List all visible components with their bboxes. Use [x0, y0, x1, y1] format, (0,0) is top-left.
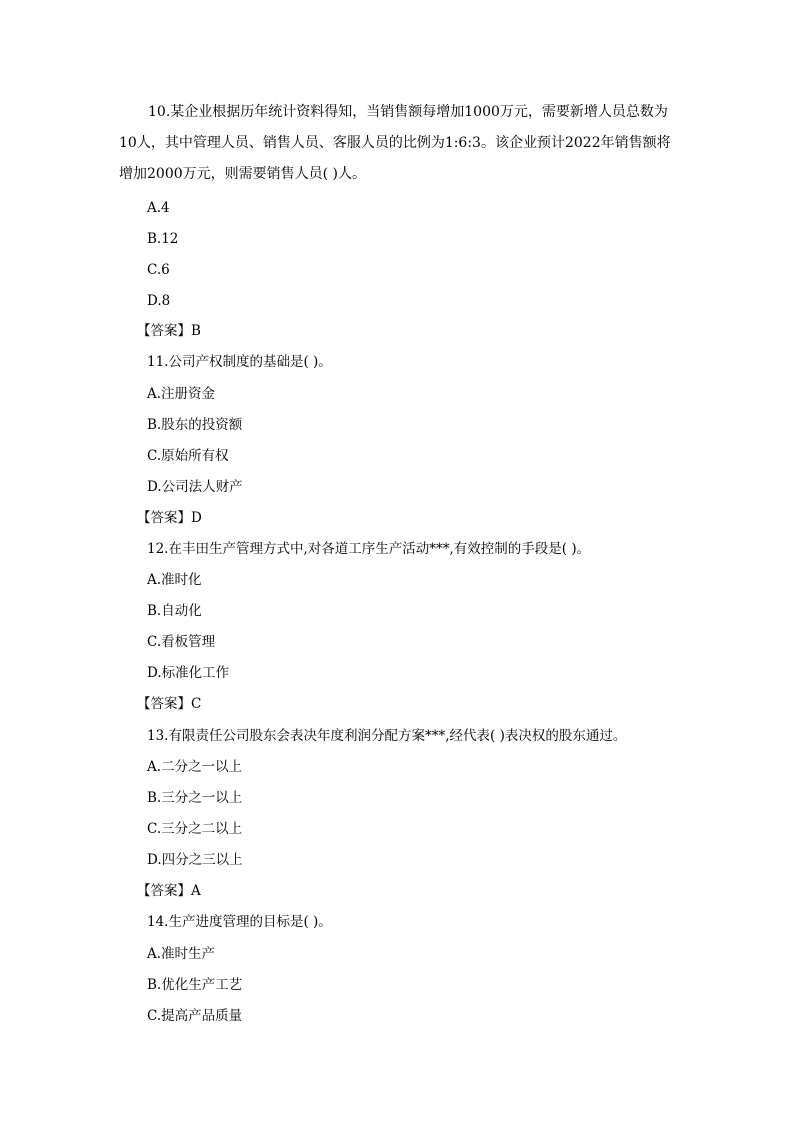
question-12-option-b: B.自动化 — [147, 603, 202, 619]
question-10-option-c: C.6 — [147, 262, 170, 278]
question-11-option-d: D.公司法人财产 — [147, 479, 243, 495]
question-13-answer: 【答案】A — [137, 883, 201, 899]
question-14-option-c: C.提高产品质量 — [147, 1008, 243, 1024]
question-14-option-b: B.优化生产工艺 — [147, 977, 243, 993]
question-13-option-c: C.三分之二以上 — [147, 821, 243, 837]
question-12-option-d: D.标准化工作 — [147, 665, 230, 681]
question-13-stem: 13.有限责任公司股东会表决年度利润分配方案***,经代表( )表决权的股东通过。 — [147, 728, 627, 744]
question-11-option-b: B.股东的投资额 — [147, 417, 243, 433]
question-12-option-c: C.看板管理 — [147, 634, 216, 650]
question-10-line-1: 10.某企业根据历年统计资料得知，当销售额每增加1000万元，需要新增人员总数为 — [148, 104, 668, 120]
question-11-stem: 11.公司产权制度的基础是( )。 — [147, 354, 332, 370]
question-10-answer: 【答案】B — [137, 323, 201, 339]
question-12-option-a: A.准时化 — [147, 572, 202, 588]
question-13-option-b: B.三分之一以上 — [147, 790, 243, 806]
question-13-option-a: A.二分之一以上 — [147, 759, 243, 775]
question-10-option-d: D.8 — [147, 293, 171, 309]
question-13-option-d: D.四分之三以上 — [147, 852, 243, 868]
question-10-line-3: 增加2000万元，则需要销售人员( )人。 — [119, 166, 367, 182]
question-11-option-c: C.原始所有权 — [147, 448, 229, 464]
question-12-stem: 12.在丰田生产管理方式中,对各道工序生产活动***,有效控制的手段是( )。 — [147, 541, 591, 557]
question-11-option-a: A.注册资金 — [147, 386, 216, 402]
question-14-option-a: A.准时生产 — [147, 946, 216, 962]
question-10-option-b: B.12 — [147, 231, 179, 247]
question-10-option-a: A.4 — [147, 200, 170, 216]
question-12-answer: 【答案】C — [137, 696, 202, 712]
question-14-stem: 14.生产进度管理的目标是( )。 — [147, 914, 332, 930]
question-10-line-2: 10人，其中管理人员、销售人员、客服人员的比例为1:6:3。该企业预计2022年销售额将 — [119, 135, 671, 151]
question-11-answer: 【答案】D — [137, 510, 202, 526]
